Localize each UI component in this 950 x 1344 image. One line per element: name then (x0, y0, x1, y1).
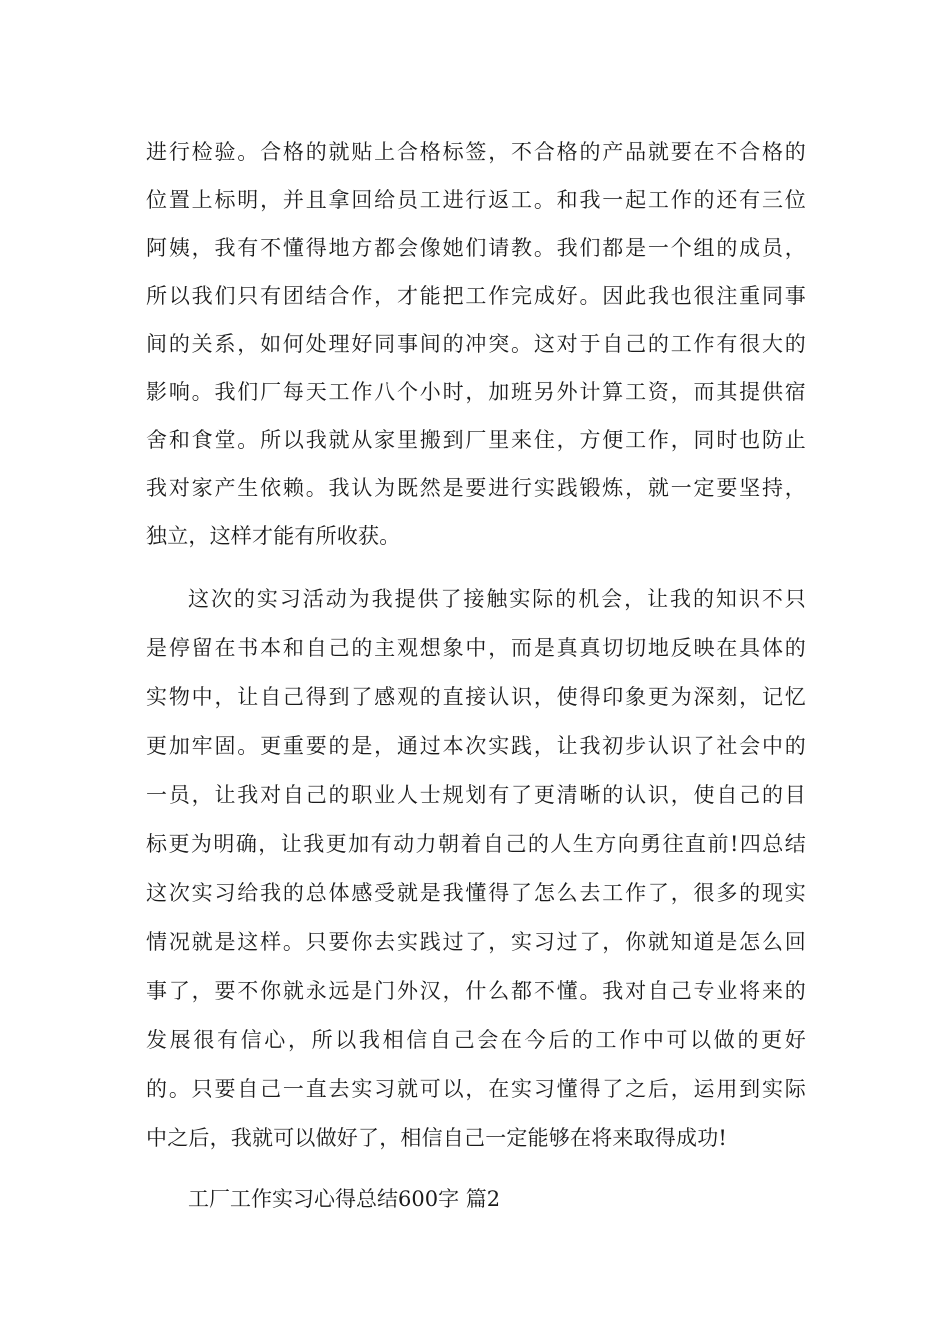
paragraph-line: 实物中，让自己得到了感观的直接认识，使得印象更为深刻，记忆 (146, 685, 806, 709)
paragraph-line: 事了，要不你就永远是门外汉，什么都不懂。我对自己专业将来的 (146, 979, 806, 1003)
paragraph-line: 中之后，我就可以做好了，相信自己一定能够在将来取得成功! (146, 1126, 728, 1150)
paragraph-line: 舍和食堂。所以我就从家里搬到厂里来住，方便工作，同时也防止 (146, 428, 806, 452)
paragraph-line: 间的关系，如何处理好同事间的冲突。这对于自己的工作有很大的 (146, 332, 806, 356)
paragraph-line: 这次实习给我的总体感受就是我懂得了怎么去工作了，很多的现实 (146, 881, 806, 905)
paragraph-line: 进行检验。合格的就贴上合格标签，不合格的产品就要在不合格的 (146, 140, 806, 164)
paragraph-line: 一员，让我对自己的职业人士规划有了更清晰的认识，使自己的目 (146, 783, 806, 807)
paragraph-line: 更加牢固。更重要的是，通过本次实践，让我初步认识了社会中的 (146, 734, 806, 758)
paragraph-line: 情况就是这样。只要你去实践过了，实习过了，你就知道是怎么回 (146, 930, 806, 954)
paragraph-line: 是停留在书本和自己的主观想象中，而是真真切切地反映在具体的 (146, 636, 806, 660)
paragraph-line: 我对家产生依赖。我认为既然是要进行实践锻炼，就一定要坚持， (146, 476, 806, 500)
paragraph-line: 发展很有信心，所以我相信自己会在今后的工作中可以做的更好 (146, 1028, 806, 1052)
section-heading: 工厂工作实习心得总结600字 篇2 (188, 1187, 501, 1211)
paragraph-line: 位置上标明，并且拿回给员工进行返工。和我一起工作的还有三位 (146, 188, 806, 212)
paragraph-line: 的。只要自己一直去实习就可以，在实习懂得了之后，运用到实际 (146, 1077, 806, 1101)
paragraph-line: 阿姨，我有不懂得地方都会像她们请教。我们都是一个组的成员， (146, 236, 806, 260)
paragraph-line: 标更为明确，让我更加有动力朝着自己的人生方向勇往直前!四总结 (146, 832, 806, 856)
paragraph-line: 独立，这样才能有所收获。 (146, 524, 401, 548)
paragraph-line: 所以我们只有团结合作，才能把工作完成好。因此我也很注重同事 (146, 284, 806, 308)
paragraph-line: 这次的实习活动为我提供了接触实际的机会，让我的知识不只 (188, 587, 806, 611)
paragraph-line: 影响。我们厂每天工作八个小时，加班另外计算工资，而其提供宿 (146, 380, 806, 404)
